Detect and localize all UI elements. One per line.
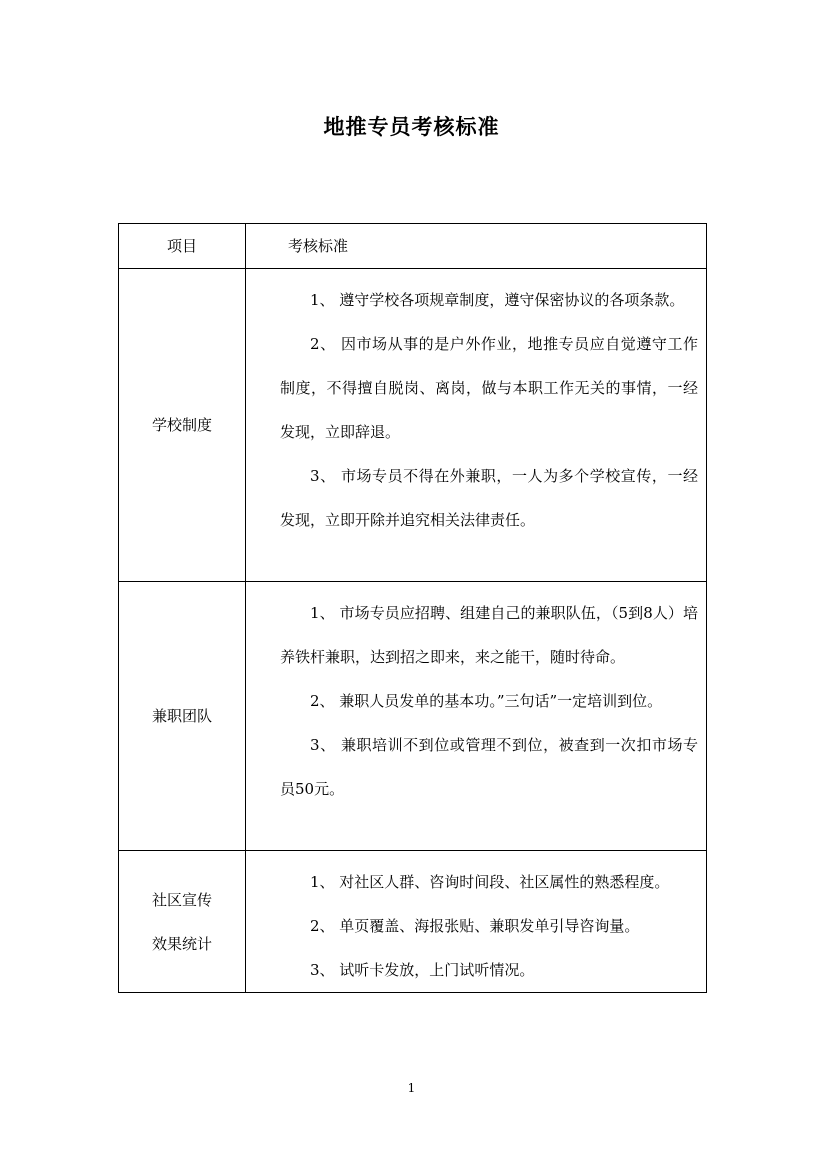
criteria-cell [246,269,707,582]
criteria-item: 2、 单页覆盖、海报张贴、兼职发单引导咨询量。 [310,917,640,935]
criteria-item: 3、 市场专员不得在外兼职，一人为多个学校宣传，一经发现，立即开除并追究相关法律责任。 [280,467,698,529]
category-line: 效果统计 [151,934,212,953]
category-cell: 学校制度 [119,269,246,582]
category-line: 社区宣传 [151,890,212,909]
category-cell [119,851,246,993]
criteria-item: 1、 对社区人群、咨询时间段、社区属性的熟悉程度。 [310,873,670,891]
criteria-item: 1、 遵守学校各项规章制度，遵守保密协议的各项条款。 [310,291,685,309]
page-number: 1 [407,1081,416,1095]
assessment-table [118,223,707,993]
category-cell: 兼职团队 [119,582,246,851]
table-row [119,851,707,993]
table-row [119,582,707,851]
criteria-cell [246,582,707,851]
criteria-item: 2、 兼职人员发单的基本功。”三句话”一定培训到位。 [310,692,663,710]
header-item: 项目 [119,224,246,269]
criteria-item: 1、 市场专员应招聘、组建自己的兼职队伍，（5到8人）培养铁杆兼职，达到招之即来，来之能干，随时待命。 [280,604,698,666]
header-standard: 考核标准 [246,224,707,269]
page-title: 地推专员考核标准 [323,114,500,139]
criteria-item: 2、 因市场从事的是户外作业，地推专员应自觉遵守工作制度，不得擅自脱岗、离岗，做与本职工作无关的事情，一经发现，立即辞退。 [280,335,698,441]
criteria-item: 3、 试听卡发放，上门试听情况。 [310,961,535,979]
criteria-item: 3、 兼职培训不到位或管理不到位，被查到一次扣市场专员50元。 [280,736,698,798]
table-row [119,269,707,582]
criteria-cell [246,851,707,993]
table-header-row [119,224,707,269]
